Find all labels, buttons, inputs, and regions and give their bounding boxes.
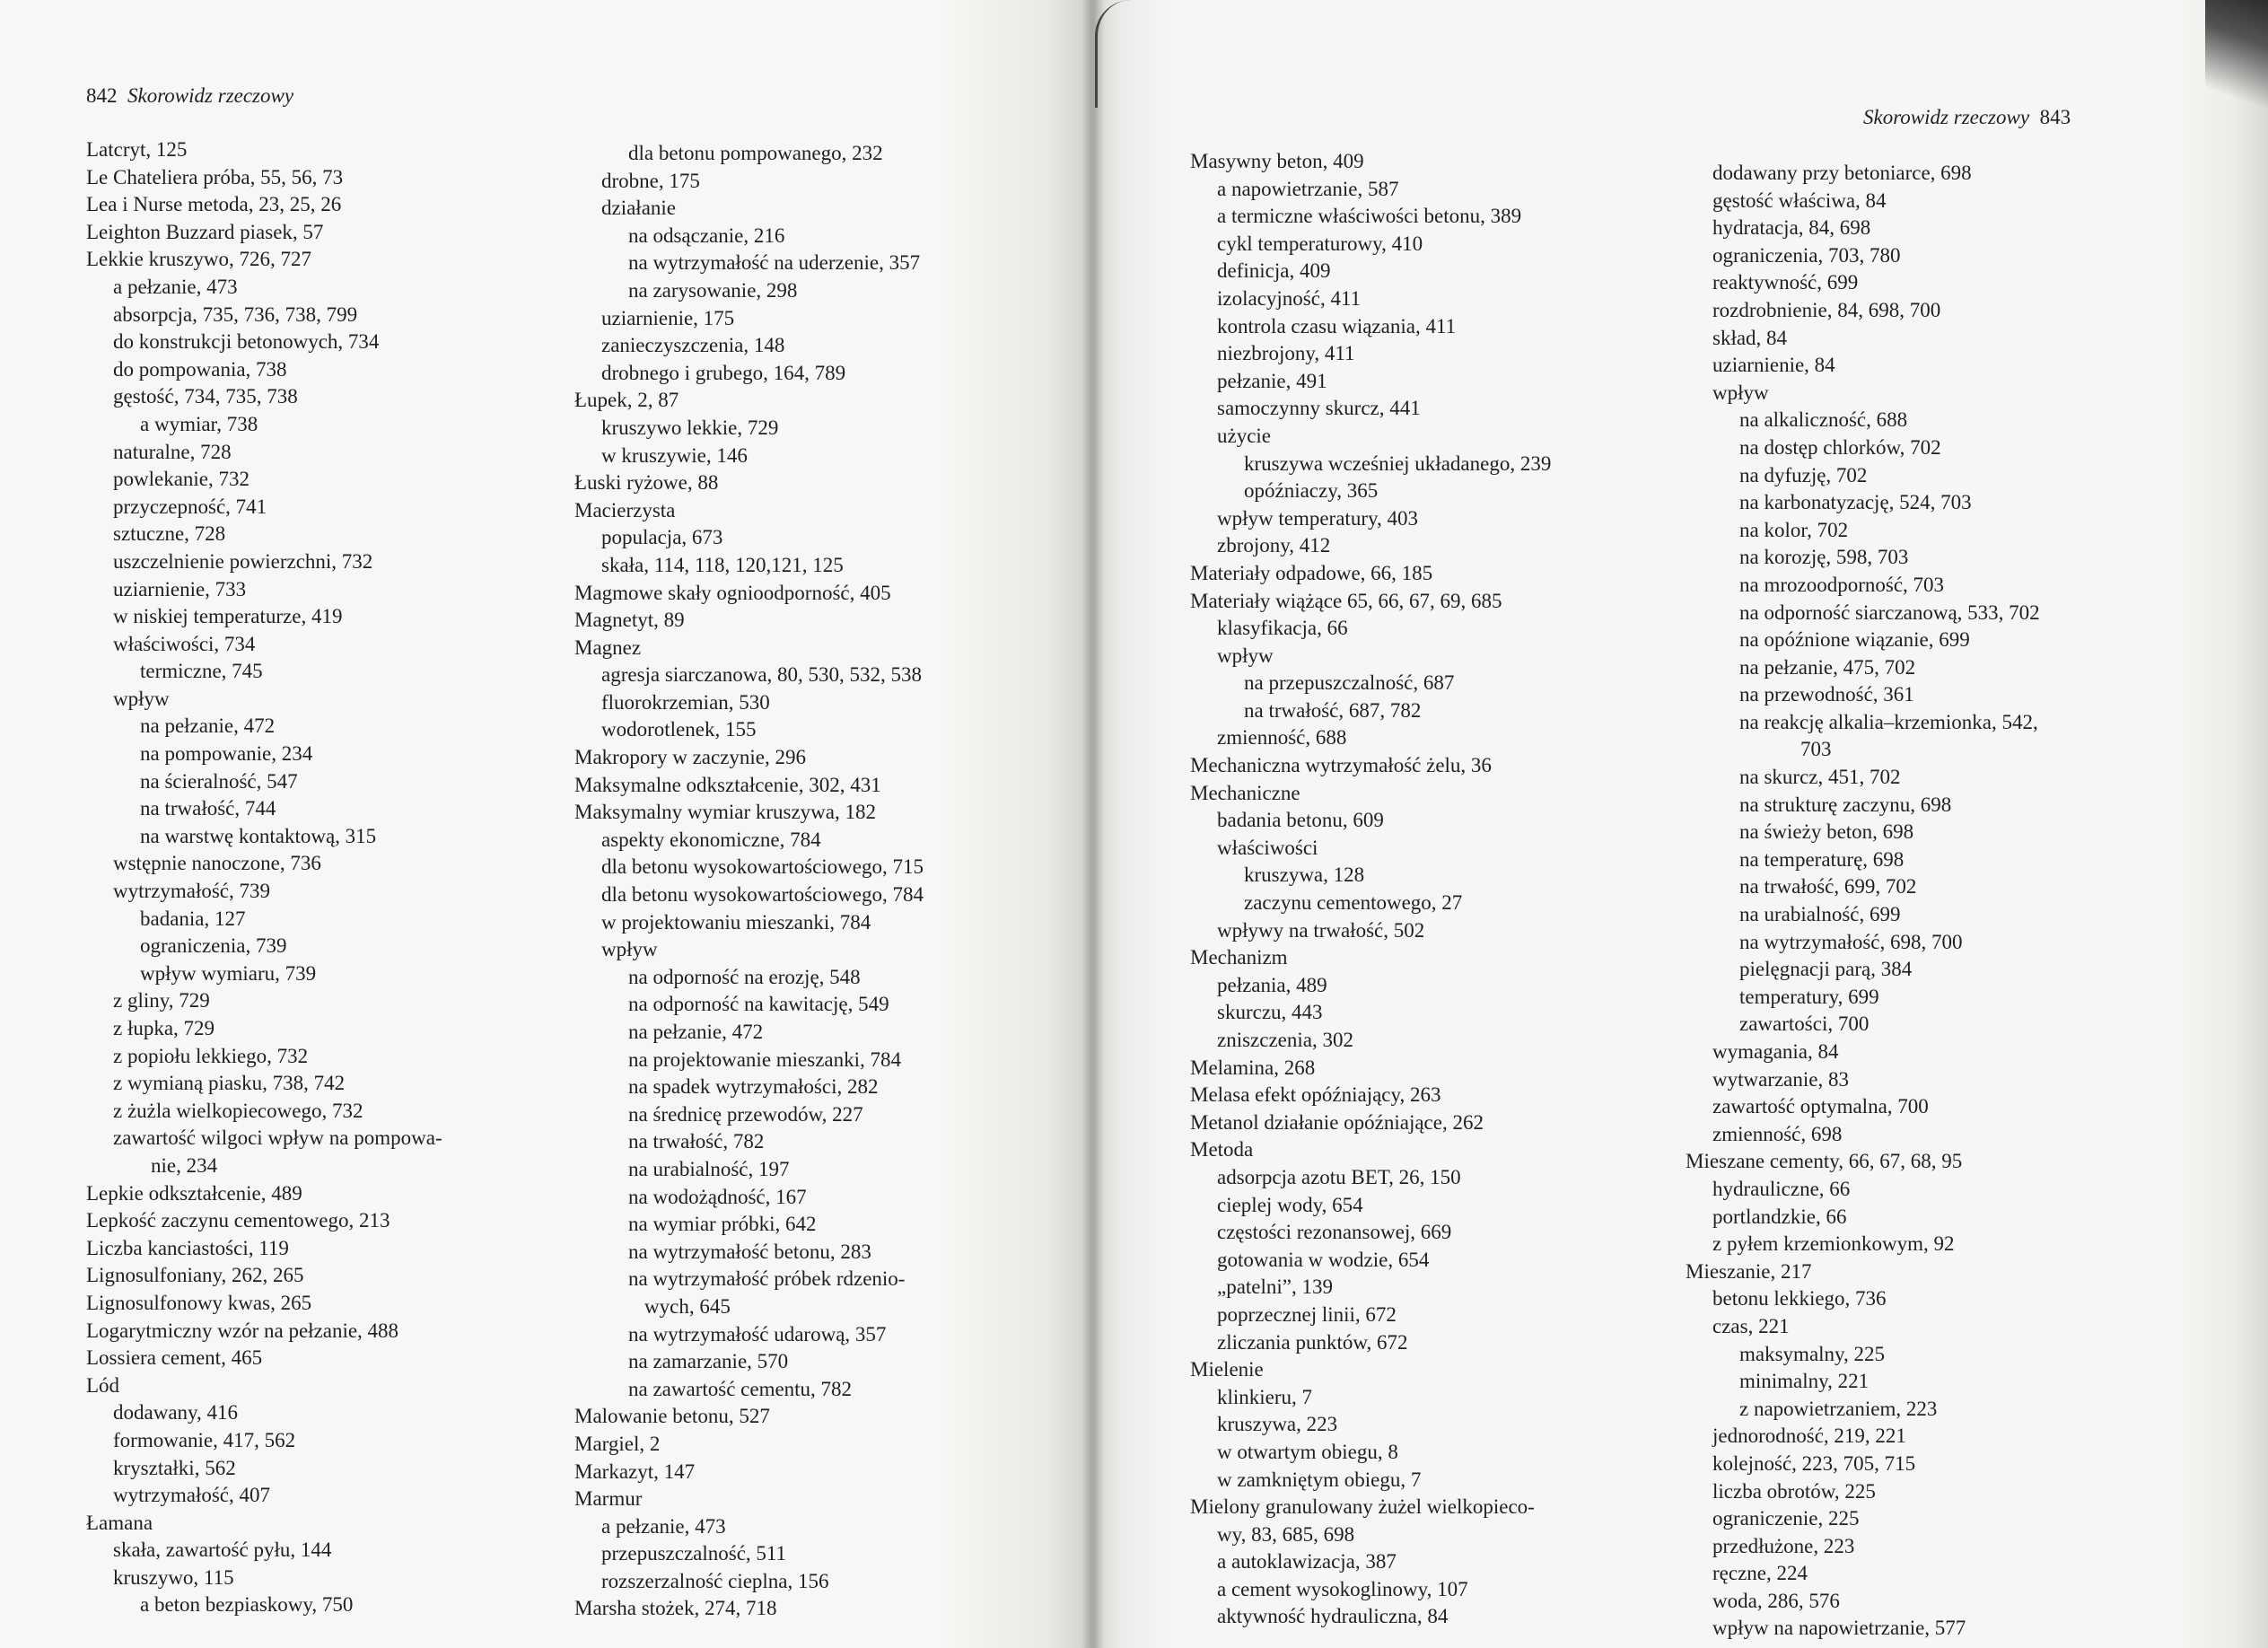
index-entry: użycie <box>1217 424 1272 447</box>
index-entry: pełzania, 489 <box>1217 973 1327 996</box>
index-entry: do pompowania, 738 <box>113 357 287 381</box>
index-entry: Magnez <box>574 636 642 659</box>
index-entry: Mechaniczna wytrzymałość żelu, 36 <box>1190 754 1492 777</box>
index-entry: skała, 114, 118, 120,121, 125 <box>601 553 844 576</box>
index-entry: na skurcz, 451, 702 <box>1739 766 1901 789</box>
index-entry: kontrola czasu wiązania, 411 <box>1217 314 1457 337</box>
index-entry: na trwałość, 782 <box>628 1130 765 1153</box>
index-entry: populacja, 673 <box>601 526 723 549</box>
index-entry: fluorokrzemian, 530 <box>601 690 770 714</box>
index-entry: pielęgnacji parą, 384 <box>1739 958 1913 981</box>
index-entry: wpływ <box>1712 381 1769 404</box>
index-entry: hydratacja, 84, 698 <box>1712 216 1871 240</box>
index-entry: skurczu, 443 <box>1217 1001 1323 1024</box>
index-entry: na trwałość, 744 <box>140 797 276 820</box>
index-entry: na odporność na kawitację, 549 <box>628 993 889 1016</box>
index-entry: na zawartość cementu, 782 <box>628 1377 853 1400</box>
index-column-left-2 <box>574 140 924 1623</box>
index-entry: definicja, 409 <box>1217 259 1331 283</box>
index-entry: Melamina, 268 <box>1190 1056 1316 1079</box>
index-entry: na świeży beton, 698 <box>1739 820 1914 844</box>
index-entry: dla betonu wysokowartościowego, 715 <box>601 855 924 879</box>
index-entry: na karbonatyzację, 524, 703 <box>1739 491 1972 514</box>
page-corner-curl <box>2205 0 2268 135</box>
index-entry: z żużla wielkopiecowego, 732 <box>113 1099 363 1122</box>
index-entry: na projektowanie mieszanki, 784 <box>628 1048 902 1071</box>
index-entry: gęstość, 734, 735, 738 <box>113 385 298 408</box>
index-entry: Łamana <box>86 1511 153 1534</box>
index-entry: na trwałość, 699, 702 <box>1739 875 1917 899</box>
index-entry: Mielenie <box>1190 1358 1264 1381</box>
index-entry: wpływ <box>1217 644 1274 667</box>
index-entry: na pełzanie, 475, 702 <box>1739 655 1916 679</box>
index-entry: na korozję, 598, 703 <box>1739 546 1909 569</box>
index-entry: w zamkniętym obiegu, 7 <box>1217 1468 1422 1491</box>
index-entry: zaczynu cementowego, 27 <box>1244 891 1463 915</box>
index-entry: na urabialność, 197 <box>628 1157 790 1180</box>
index-entry: a wymiar, 738 <box>140 412 258 435</box>
index-entry: termiczne, 745 <box>140 660 263 683</box>
index-entry: zliczania punktów, 672 <box>1217 1330 1408 1354</box>
index-entry: wytrzymałość, 739 <box>113 880 271 903</box>
index-entry: reaktywność, 699 <box>1712 271 1859 294</box>
index-entry: Latcryt, 125 <box>86 138 188 161</box>
index-entry: zmienność, 698 <box>1712 1122 1843 1145</box>
index-entry: z wymianą piasku, 738, 742 <box>113 1072 346 1095</box>
index-entry: wych, 645 <box>644 1294 731 1318</box>
index-entry: Macierzysta <box>574 498 676 522</box>
index-entry: Mechaniczne <box>1190 781 1300 804</box>
index-entry: na kolor, 702 <box>1739 518 1849 541</box>
page-number: 843 <box>2039 106 2071 128</box>
index-entry: opóźniaczy, 365 <box>1244 479 1379 503</box>
index-entry: kruszywo lekkie, 729 <box>601 416 779 439</box>
index-entry: uszczelnienie powierzchni, 732 <box>113 549 373 573</box>
index-entry: cykl temperaturowy, 410 <box>1217 232 1423 255</box>
index-entry: wpływ temperatury, 403 <box>1217 506 1418 530</box>
index-entry: agresja siarczanowa, 80, 530, 532, 538 <box>601 663 923 687</box>
index-entry: na alkaliczność, 688 <box>1739 408 1908 432</box>
index-entry: kruszywo, 115 <box>113 1565 234 1589</box>
index-entry: z gliny, 729 <box>113 989 210 1012</box>
index-column-right-1 <box>1190 148 1551 1631</box>
index-entry: sztuczne, 728 <box>113 522 226 546</box>
index-entry: Lossiera cement, 465 <box>86 1346 263 1370</box>
index-entry: Mieszane cementy, 66, 67, 68, 95 <box>1686 1150 1963 1173</box>
index-entry: wymagania, 84 <box>1712 1040 1839 1063</box>
index-entry: woda, 286, 576 <box>1712 1589 1840 1612</box>
index-entry: na ścieralność, 547 <box>140 769 298 793</box>
index-entry: na pełzanie, 472 <box>628 1021 764 1043</box>
index-entry: badania, 127 <box>140 907 246 930</box>
index-entry: Makropory w zaczynie, 296 <box>574 746 807 769</box>
index-entry: zanieczyszczenia, 148 <box>601 334 785 357</box>
index-entry: drobne, 175 <box>601 169 700 192</box>
index-entry: z łupka, 729 <box>113 1017 215 1039</box>
index-entry: dla betonu pompowanego, 232 <box>628 142 883 164</box>
index-entry: zawartości, 700 <box>1739 1012 1870 1036</box>
index-entry: zniszczenia, 302 <box>1217 1029 1353 1051</box>
index-entry: formowanie, 417, 562 <box>113 1428 296 1451</box>
index-entry: liczba obrotów, 225 <box>1712 1479 1876 1503</box>
index-entry: a cement wysokoglinowy, 107 <box>1217 1577 1468 1600</box>
index-entry: przyczepność, 741 <box>113 495 267 518</box>
index-entry: Liczba kanciastości, 119 <box>86 1236 289 1259</box>
index-entry: „patelni”, 139 <box>1217 1275 1334 1299</box>
index-entry: Łupek, 2, 87 <box>574 389 679 412</box>
index-entry: ograniczenia, 703, 780 <box>1712 243 1901 267</box>
index-entry: w projektowaniu mieszanki, 784 <box>601 910 871 934</box>
index-entry: do konstrukcji betonowych, 734 <box>113 330 380 354</box>
index-entry: Masywny beton, 409 <box>1190 150 1364 172</box>
index-entry: cieplej wody, 654 <box>1217 1193 1363 1216</box>
index-entry: ręczne, 224 <box>1712 1562 1808 1585</box>
index-entry: na wytrzymałość betonu, 283 <box>628 1240 871 1263</box>
index-entry: a beton bezpiaskowy, 750 <box>140 1593 354 1617</box>
index-entry: Marmur <box>574 1487 643 1511</box>
index-entry: Lód <box>86 1373 120 1397</box>
index-entry: a pełzanie, 473 <box>113 275 238 298</box>
index-entry: maksymalny, 225 <box>1739 1342 1886 1365</box>
index-entry: wytwarzanie, 83 <box>1712 1067 1849 1091</box>
index-entry: wpływ na napowietrzanie, 577 <box>1712 1617 1966 1640</box>
index-entry: na urabialność, 699 <box>1739 903 1901 926</box>
index-entry: przepuszczalność, 511 <box>601 1542 787 1565</box>
index-entry: Marsha stożek, 274, 718 <box>574 1597 777 1620</box>
index-entry: na wytrzymałość próbek rdzenio- <box>628 1267 906 1291</box>
index-entry: betonu lekkiego, 736 <box>1712 1287 1887 1311</box>
index-column-left-1 <box>86 136 442 1619</box>
index-entry: zawartość wilgoci wpływ na pompowa- <box>113 1126 442 1150</box>
index-entry: powlekanie, 732 <box>113 468 250 491</box>
index-entry: na przewodność, 361 <box>1739 683 1914 706</box>
index-entry: na reakcję alkalia–krzemionka, 542, <box>1739 710 2038 733</box>
index-entry: Le Chateliera próba, 55, 56, 73 <box>86 165 344 188</box>
index-entry: na pełzanie, 472 <box>140 714 276 738</box>
index-entry: właściwości, 734 <box>113 632 256 655</box>
index-entry: częstości rezonansowej, 669 <box>1217 1221 1452 1244</box>
right-page-header <box>1863 106 2071 129</box>
index-entry: z napowietrzaniem, 223 <box>1739 1397 1938 1420</box>
index-entry: na opóźnione wiązanie, 699 <box>1739 628 1970 652</box>
index-entry: ograniczenia, 739 <box>140 934 287 958</box>
index-entry: Logarytmiczny wzór na pełzanie, 488 <box>86 1319 399 1342</box>
index-entry: na wymiar próbki, 642 <box>628 1213 817 1236</box>
index-entry: na temperaturę, 698 <box>1739 847 1905 871</box>
index-entry: Mielony granulowany żużel wielkopieco- <box>1190 1495 1535 1519</box>
index-entry: Malowanie betonu, 527 <box>574 1405 770 1428</box>
index-entry: Magmowe skały ognioodporność, 405 <box>574 581 891 604</box>
running-title: Skorowidz rzeczowy <box>127 84 294 107</box>
index-entry: dodawany, 416 <box>113 1401 239 1424</box>
index-entry: na spadek wytrzymałości, 282 <box>628 1075 879 1099</box>
index-entry: na wodożądność, 167 <box>628 1185 807 1208</box>
index-entry: na dyfuzję, 702 <box>1739 463 1868 487</box>
index-entry: zbrojony, 412 <box>1217 534 1331 557</box>
index-entry: jednorodność, 219, 221 <box>1712 1424 1906 1448</box>
index-entry: Lea i Nurse metoda, 23, 25, 26 <box>86 193 342 216</box>
index-entry: wpływ <box>601 938 658 961</box>
index-entry: Lekkie kruszywo, 726, 727 <box>86 248 312 271</box>
index-entry: hydrauliczne, 66 <box>1712 1177 1851 1200</box>
index-entry: Materiały odpadowe, 66, 185 <box>1190 561 1433 584</box>
index-entry: a pełzanie, 473 <box>601 1514 726 1538</box>
index-entry: izolacyjność, 411 <box>1217 286 1362 310</box>
index-entry: kruszywa, 223 <box>1217 1413 1338 1436</box>
index-entry: klinkieru, 7 <box>1217 1385 1313 1408</box>
index-entry: klasyfikacja, 66 <box>1217 617 1348 640</box>
index-entry: poprzecznej linii, 672 <box>1217 1302 1397 1326</box>
running-title: Skorowidz rzeczowy <box>1863 106 2030 128</box>
index-entry: niezbrojony, 411 <box>1217 342 1355 365</box>
index-entry: wytrzymałość, 407 <box>113 1484 271 1507</box>
index-entry: wstępnie nanoczone, 736 <box>113 852 321 875</box>
index-entry: Metanol działanie opóźniające, 262 <box>1190 1110 1484 1134</box>
index-entry: samoczynny skurcz, 441 <box>1217 397 1421 420</box>
index-entry: w kruszywie, 146 <box>601 443 748 467</box>
index-entry: na wytrzymałość udarową, 357 <box>628 1322 887 1346</box>
index-entry: na wytrzymałość, 698, 700 <box>1739 930 1963 953</box>
index-entry: adsorpcja azotu BET, 26, 150 <box>1217 1165 1461 1188</box>
index-entry: a termiczne właściwości betonu, 389 <box>1217 205 1522 228</box>
index-entry: przedłużone, 223 <box>1712 1534 1855 1557</box>
index-entry: na warstwę kontaktową, 315 <box>140 824 377 847</box>
index-entry: w niskiej temperaturze, 419 <box>113 605 343 628</box>
index-entry: 703 <box>1800 738 1832 761</box>
page-number: 842 <box>86 84 118 107</box>
index-entry: kruszywa, 128 <box>1244 863 1365 887</box>
index-entry: rozszerzalność cieplna, 156 <box>601 1569 829 1592</box>
index-entry: na zarysowanie, 298 <box>628 278 798 302</box>
index-entry: zmienność, 688 <box>1217 726 1347 749</box>
index-entry: na trwałość, 687, 782 <box>1244 698 1422 722</box>
index-entry: Maksymalny wymiar kruszywa, 182 <box>574 801 876 824</box>
index-entry: kolejność, 223, 705, 715 <box>1712 1451 1916 1475</box>
index-entry: wpływy na trwałość, 502 <box>1217 918 1425 942</box>
index-entry: na mrozoodporność, 703 <box>1739 573 1945 596</box>
index-entry: gotowania w wodzie, 654 <box>1217 1248 1430 1271</box>
index-entry: nie, 234 <box>151 1153 218 1177</box>
index-entry: wodorotlenek, 155 <box>601 718 757 741</box>
index-entry: naturalne, 728 <box>113 440 232 463</box>
index-entry: na dostęp chlorków, 702 <box>1739 435 1941 459</box>
index-entry: kruszywa wcześniej układanego, 239 <box>1244 451 1552 475</box>
index-entry: na strukturę zaczynu, 698 <box>1739 793 1952 816</box>
index-entry: z popiołu lekkiego, 732 <box>113 1044 309 1067</box>
index-entry: Lignosulfoniany, 262, 265 <box>86 1264 304 1287</box>
index-entry: uziarnienie, 84 <box>1712 354 1835 377</box>
index-entry: działanie <box>601 197 677 220</box>
index-entry: dodawany przy betoniarce, 698 <box>1712 162 1972 184</box>
index-entry: absorpcja, 735, 736, 738, 799 <box>113 302 358 326</box>
index-entry: Mieszanie, 217 <box>1686 1259 1812 1283</box>
index-entry: Markazyt, 147 <box>574 1460 696 1483</box>
index-column-right-2 <box>1686 160 2040 1643</box>
index-entry: Mechanizm <box>1190 946 1288 969</box>
index-entry: wpływ wymiaru, 739 <box>140 961 317 985</box>
index-entry: w otwartym obiegu, 8 <box>1217 1440 1398 1463</box>
index-entry: ograniczenie, 225 <box>1712 1507 1860 1530</box>
index-entry: na pompowanie, 234 <box>140 742 313 766</box>
index-entry: gęstość właściwa, 84 <box>1712 188 1887 212</box>
index-entry: aktywność hydrauliczna, 84 <box>1217 1605 1449 1628</box>
index-entry: kryształki, 562 <box>113 1456 236 1479</box>
index-entry: na odporność siarczanową, 533, 702 <box>1739 600 2040 624</box>
index-entry: pełzanie, 491 <box>1217 369 1327 392</box>
index-entry: badania betonu, 609 <box>1217 809 1384 832</box>
index-entry: Melasa efekt opóźniający, 263 <box>1190 1083 1441 1107</box>
page-edge <box>1095 0 1134 108</box>
index-entry: na wytrzymałość na uderzenie, 357 <box>628 251 921 275</box>
index-entry: na średnicę przewodów, 227 <box>628 1102 863 1126</box>
index-entry: właściwości <box>1217 836 1318 859</box>
right-page <box>1091 0 2268 1648</box>
index-entry: temperatury, 699 <box>1739 985 1879 1008</box>
index-entry: Maksymalne odkształcenie, 302, 431 <box>574 773 881 796</box>
index-entry: minimalny, 221 <box>1739 1370 1870 1393</box>
index-entry: na zamarzanie, 570 <box>628 1350 789 1373</box>
index-entry: skała, zawartość pyłu, 144 <box>113 1538 332 1562</box>
index-entry: uziarnienie, 175 <box>601 306 735 329</box>
index-entry: czas, 221 <box>1712 1314 1790 1337</box>
index-entry: Lignosulfonowy kwas, 265 <box>86 1291 312 1314</box>
index-entry: na odsączanie, 216 <box>628 224 785 247</box>
index-entry: drobnego i grubego, 164, 789 <box>601 361 846 384</box>
index-entry: skład, 84 <box>1712 326 1788 349</box>
index-entry: Materiały wiążące 65, 66, 67, 69, 685 <box>1190 589 1502 612</box>
index-entry: z pyłem krzemionkowym, 92 <box>1712 1232 1955 1256</box>
index-entry: dla betonu wysokowartościowego, 784 <box>601 883 924 907</box>
index-entry: Margiel, 2 <box>574 1432 661 1455</box>
index-entry: Lepkość zaczynu cementowego, 213 <box>86 1209 390 1232</box>
index-entry: uziarnienie, 733 <box>113 577 247 600</box>
index-entry: Łuski ryżowe, 88 <box>574 471 719 495</box>
index-entry: aspekty ekonomiczne, 784 <box>601 828 821 851</box>
index-entry: na przepuszczalność, 687 <box>1244 671 1455 695</box>
index-entry: Leighton Buzzard piasek, 57 <box>86 220 324 243</box>
index-entry: portlandzkie, 66 <box>1712 1205 1847 1228</box>
index-entry: wy, 83, 685, 698 <box>1217 1522 1355 1546</box>
index-entry: a autoklawizacja, 387 <box>1217 1550 1397 1573</box>
index-entry: zawartość optymalna, 700 <box>1712 1095 1929 1118</box>
left-page <box>0 0 1091 1648</box>
index-entry: a napowietrzanie, 587 <box>1217 177 1399 200</box>
index-entry: rozdrobnienie, 84, 698, 700 <box>1712 298 1941 321</box>
index-entry: Magnetyt, 89 <box>574 609 685 632</box>
index-entry: Lepkie odkształcenie, 489 <box>86 1181 302 1205</box>
book-gutter <box>1081 0 1105 1648</box>
index-entry: wpływ <box>113 687 170 710</box>
index-entry: na odporność na erozję, 548 <box>628 965 861 988</box>
index-entry: Metoda <box>1190 1138 1254 1161</box>
left-page-header <box>86 84 293 108</box>
